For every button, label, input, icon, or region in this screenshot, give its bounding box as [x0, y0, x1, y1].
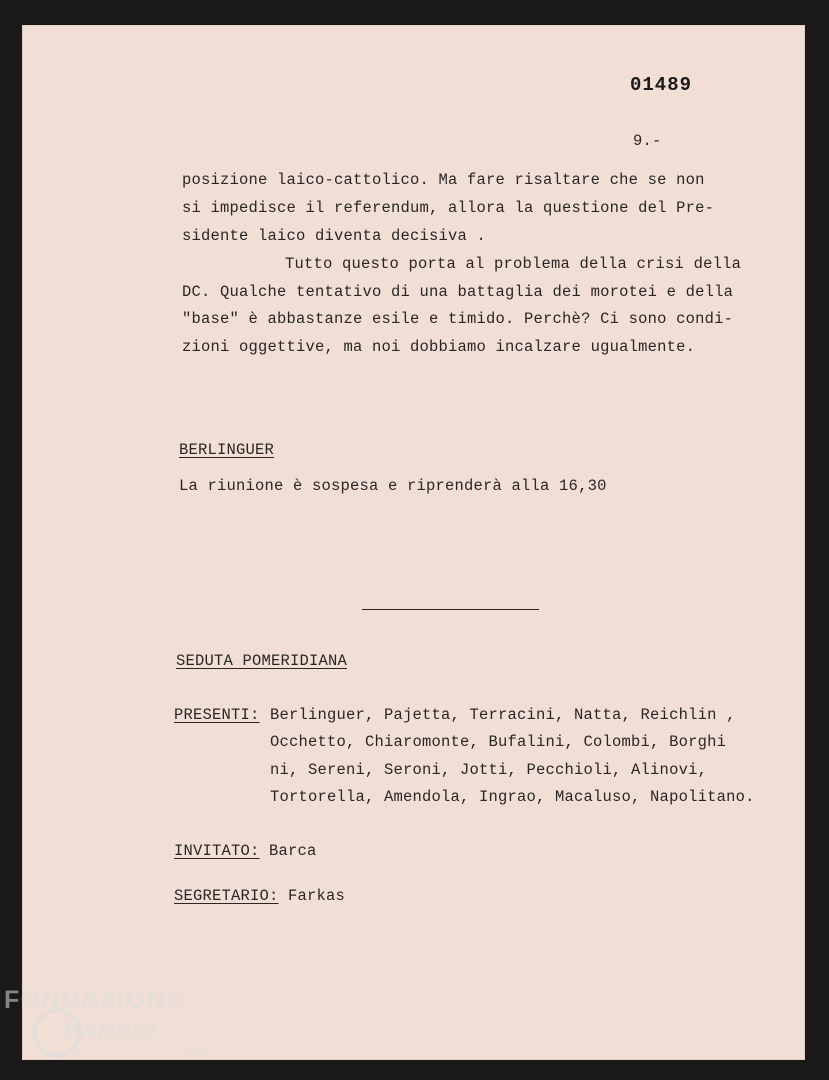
page-number: 9.- — [633, 132, 662, 150]
present-line: ni, Sereni, Seroni, Jotti, Pecchioli, Alinovi, — [270, 761, 708, 779]
present-line: Tortorella, Amendola, Ingrao, Macaluso, Napolitano. — [270, 788, 755, 806]
present-line: Berlinguer, Pajetta, Terracini, Natta, Reichlin , — [270, 706, 736, 724]
speaker-statement: La riunione è sospesa e riprenderà alla 16,30 — [179, 477, 607, 495]
watermark-suffix: onlus — [182, 1047, 206, 1058]
paragraph2-line: zioni oggettive, ma noi dobbiamo incalzare ugualmente. — [182, 338, 696, 356]
secretary-row — [174, 887, 345, 905]
section-divider — [362, 609, 539, 610]
speaker-name: BERLINGUER — [179, 441, 275, 459]
watermark-line2: RAMSCI — [64, 1018, 157, 1043]
paragraph1-line: si impedisce il referendum, allora la questione del Pre- — [182, 199, 715, 217]
fondazione-gramsci-watermark — [4, 986, 206, 1058]
invited-label: INVITATO: — [174, 842, 260, 860]
paragraph2-line: Tutto questo porta al problema della crisi della — [285, 255, 742, 273]
paragraph2-line: DC. Qualche tentativo di una battaglia dei morotei e della — [182, 283, 734, 301]
session-heading: SEDUTA POMERIDIANA — [176, 652, 348, 670]
paragraph1-line: posizione laico-cattolico. Ma fare risaltare che se non — [182, 171, 705, 189]
bleed-through-texture — [177, 255, 787, 1035]
secretary-value: Farkas — [288, 887, 346, 905]
present-label: PRESENTI: — [174, 706, 260, 724]
invited-value: Barca — [269, 842, 317, 860]
paragraph2-line: "base" è abbastanze esile e timido. Perchè? Ci sono condi- — [182, 310, 734, 328]
invited-row — [174, 842, 317, 860]
secretary-label: SEGRETARIO: — [174, 887, 279, 905]
watermark-line1: FONDAZIONE — [4, 986, 185, 1014]
document-page — [22, 25, 805, 1060]
paragraph1-line: sidente laico diventa decisiva . — [182, 227, 487, 245]
present-line: Occhetto, Chiaromonte, Bufalini, Colombi, Borghi — [270, 733, 727, 751]
document-number: 01489 — [630, 74, 693, 96]
